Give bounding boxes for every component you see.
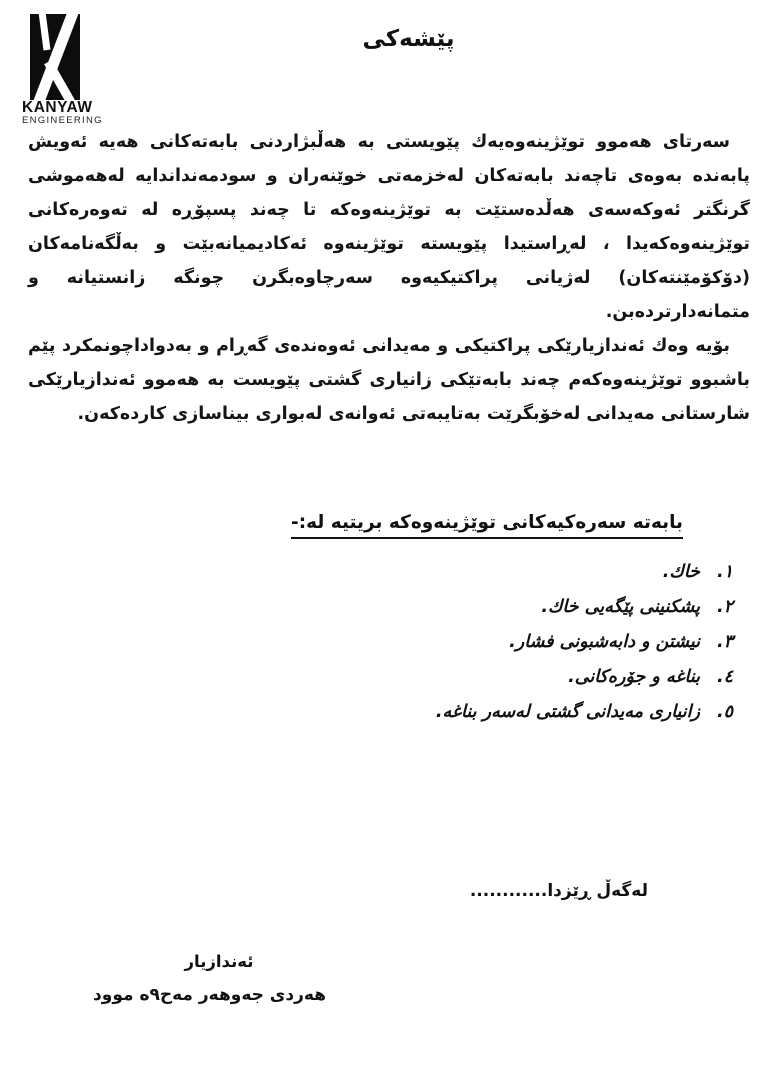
- list-item: [436, 667, 733, 702]
- list-item-number: ١.: [716, 562, 733, 582]
- list-item: [436, 702, 733, 737]
- list-item-label: بناغە و جۆرەکانی.: [568, 667, 700, 687]
- logo-company-name: KANYAW: [22, 99, 93, 116]
- signature-name: هەردی جەوهەر مەح٩ە موود: [93, 985, 326, 1005]
- topics-heading-text: بابەتە سەرەکیەکانی توێژینەوەکە بریتیە لە:-: [291, 512, 683, 539]
- closing-regards: لەگەڵ ڕێزدا............: [469, 881, 648, 901]
- logo-company-subtitle: ENGINEERING: [22, 115, 103, 127]
- list-item: [436, 632, 733, 667]
- topics-list: [436, 562, 733, 737]
- signature-role: ئەندازیار: [184, 952, 254, 971]
- list-item-number: ٢.: [716, 597, 733, 617]
- list-item: [436, 597, 733, 632]
- paragraph-intro-2: بۆیە وەك ئەندازیارێکی پراکتیکی و مەیدانی ئەوەندەی گەڕام و بەدواداچونمکرد پێم باشبوو توێژینەوەکەم چەند بابەتێکی زانیاری گشتی پێویست بە هەموو ئەندازیارێکی شارستانی مەیدانی لەخۆبگرێت بەتایبەتی ئەوانەی لەبواری بیناسازی کاردەکەن.: [28, 336, 750, 424]
- page-title: پێشەکی: [362, 26, 455, 52]
- topics-heading: [291, 512, 683, 539]
- list-item: [436, 562, 733, 597]
- signature-block: [93, 952, 326, 1005]
- list-item-label: خاك.: [662, 562, 700, 582]
- list-item-label: زانیاری مەیدانی گشتی لەسەر بناغە.: [435, 702, 700, 722]
- list-item-label: پشکنینی پێگەیی خاك.: [541, 597, 700, 617]
- list-item-label: نیشتن و دابەشبونی فشار.: [509, 632, 700, 652]
- list-item-number: ٣.: [716, 632, 733, 652]
- list-item-number: ٤.: [716, 667, 733, 687]
- paragraph-intro-1: سەرتای هەموو توێژینەوەیەك پێویستی بە هەڵبژاردنی بابەتەکانی هەیە ئەویش پابەندە بەوەی تاچەند بابەتەکان لەخزمەتی خوێنەران و سودمەنداندایە لەهەموشی گرنگتر ئەوکەسەی هەڵدەستێت بە توێژینەوەکە تا چەند پسپۆڕە لە تەوەرەکانی توێژینەوەکەیدا ، لەڕاستیدا پێویستە توێژینەوە ئەکادیمیانەبێت و بەڵگەنامەکان (دۆکۆمێنتەکان) لەژیانی پراکتیکیەوە سەرچاوەبگرن چونگە زانستیانە و متمانەدارتردەبن.: [28, 132, 750, 322]
- list-item-number: ٥.: [716, 702, 733, 722]
- body-text: [28, 125, 750, 431]
